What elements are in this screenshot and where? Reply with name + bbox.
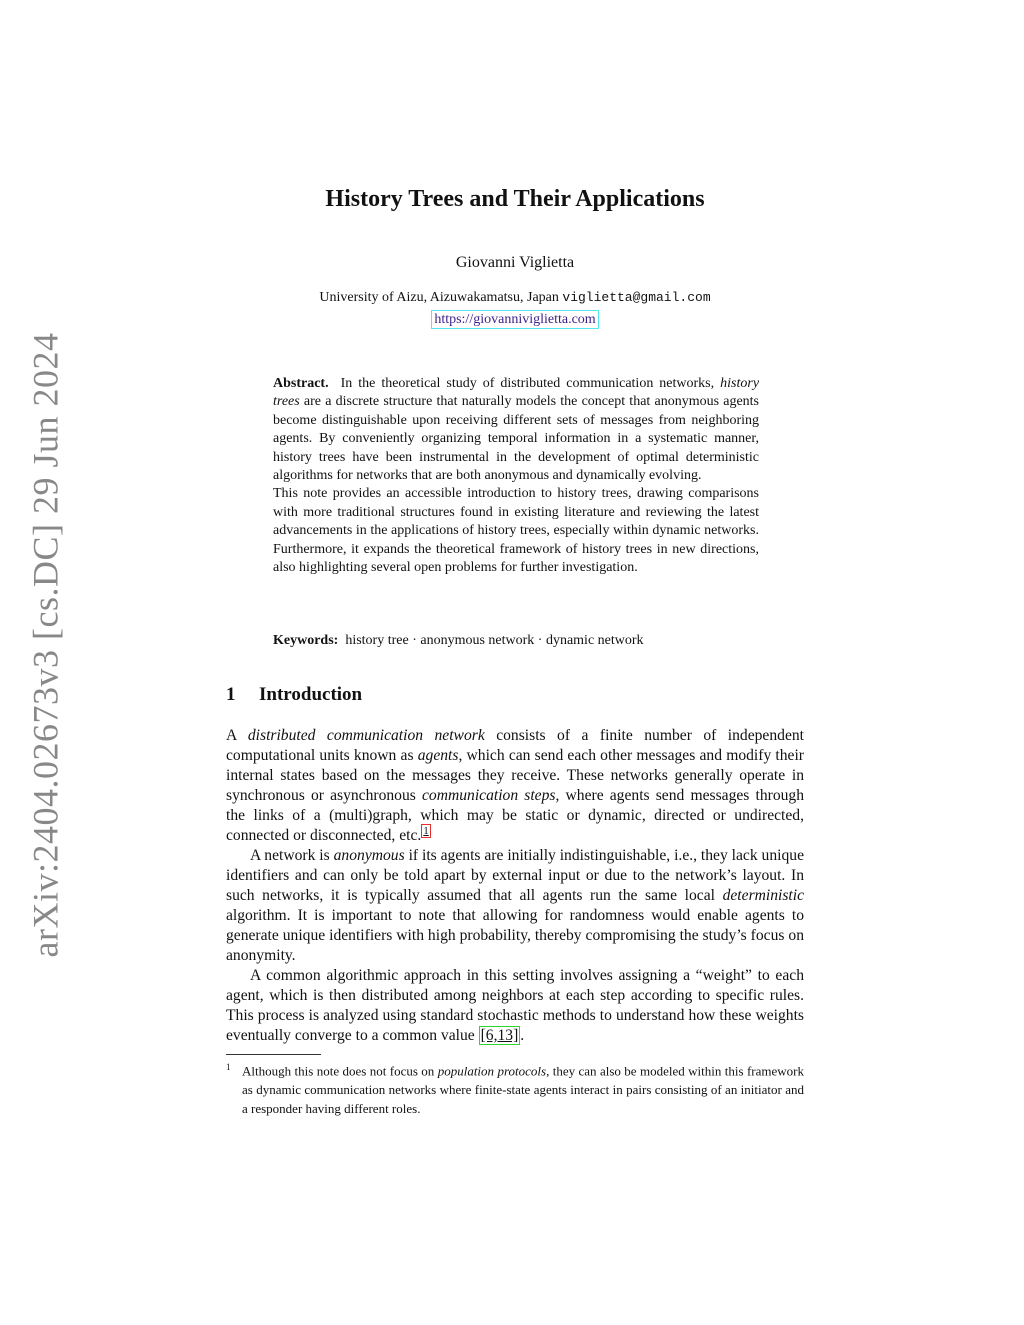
abstract-paragraph-2: This note provides an accessible introduction to history trees, drawing comparisons with more traditional structures found in existing literature and reviewing the latest advancements in the applications of history trees, especially within dynamic networks. Furthermore, it expands the theoretical framework of history trees in new directions, also highlighting several open problems for further investigation. xyxy=(273,486,759,576)
abstract-text: are a discrete structure that naturally models the concept that anonymous agents become distinguishable upon receiving different sets of messages from neighboring agents. By conveniently organizing temporal information in a systematic manner, history trees have been instrumental in the development of optimal deterministic algorithms for networks that are both anonymous and dynamically evolving. xyxy=(273,394,760,484)
keywords-label: Keywords: xyxy=(273,633,339,648)
section-heading xyxy=(226,684,362,706)
body-emphasis: anonymous xyxy=(333,847,405,864)
body-text: . xyxy=(520,1027,525,1044)
abstract-label: Abstract. xyxy=(273,376,329,391)
homepage-link[interactable]: https://giovanniviglietta.com xyxy=(431,310,598,329)
footnote-rule xyxy=(226,1054,321,1055)
intro-paragraph-3 xyxy=(226,966,804,1046)
body-emphasis: agents xyxy=(417,747,459,764)
body-text: A xyxy=(226,727,237,744)
body-text: algorithm. It is important to note that allowing for randomness would enable agents to generate unique identifiers with high probability, thereby compromising the study’s focus on anonymity. xyxy=(226,907,804,964)
footnote-mark: 1 xyxy=(226,1062,231,1072)
keywords xyxy=(273,632,759,650)
url-line xyxy=(0,308,1024,329)
footnote-text: , they can also be modeled within this framework as dynamic communication networks where finite-state agents interact in pairs consisting of an initiator and a responder having different roles. xyxy=(242,1063,804,1116)
intro-paragraph-2 xyxy=(226,846,804,966)
abstract-paragraph-1 xyxy=(273,375,759,485)
affiliation-line xyxy=(0,290,1024,306)
body-emphasis: distributed communication network xyxy=(247,727,485,744)
intro-paragraph-1 xyxy=(226,726,804,846)
body-text: , where agents send messages through the links of a (multi)graph, which may be static or dynamic, directed or undirected, connected or disconnected, etc. xyxy=(226,787,805,844)
arxiv-identifier: arXiv:2404.02673v3 [cs.DC] 29 Jun 2024 xyxy=(25,332,66,958)
affiliation: University of Aizu, Aizuwakamatsu, Japan xyxy=(319,290,559,305)
citation-link[interactable]: [6,13] xyxy=(480,1027,519,1044)
body-text: if its agents are initially indistinguishable, i.e., they lack unique identifiers and can only be told apart by external input or due to the network’s layout. In such networks, it is typically assumed that all agents run the same local xyxy=(226,847,804,904)
section-number: 1 xyxy=(226,684,236,705)
body-text: A common algorithmic approach in this setting involves assigning a “weight” to each agent, which is then distributed among neighbors at each step according to specific rules. This process is analyzed using standard stochastic methods to understand how these weights eventually converge to a common value xyxy=(226,967,804,1044)
abstract-emphasis: history trees xyxy=(273,376,760,410)
footnote-text: Although this note does not focus on xyxy=(242,1063,435,1079)
footnote-link[interactable]: 1 xyxy=(423,824,429,837)
keywords-list: history tree · anonymous network · dynamic network xyxy=(345,633,644,648)
body-text: A network is xyxy=(250,847,330,864)
body-emphasis: communication steps xyxy=(422,787,556,804)
arxiv-stamp xyxy=(20,332,70,958)
paper-title: History Trees and Their Applications xyxy=(325,186,705,212)
section-title: Introduction xyxy=(259,684,363,705)
abstract-text: In the theoretical study of distributed communication networks, xyxy=(340,376,715,391)
footnote xyxy=(226,1058,804,1118)
body-emphasis: deterministic xyxy=(722,887,805,904)
footnote-emphasis: population protocols xyxy=(437,1063,547,1079)
abstract xyxy=(273,375,759,577)
body-text: , which can send each other messages and modify their internal states based on the messages they receive. These networks generally operate in synchronous or asynchronous xyxy=(226,747,804,804)
author-name: Giovanni Viglietta xyxy=(455,254,575,271)
body-text: consists of a finite number of independent computational units known as xyxy=(226,727,804,764)
introduction-body xyxy=(226,726,804,1046)
email-address: viglietta@gmail.com xyxy=(562,290,711,305)
